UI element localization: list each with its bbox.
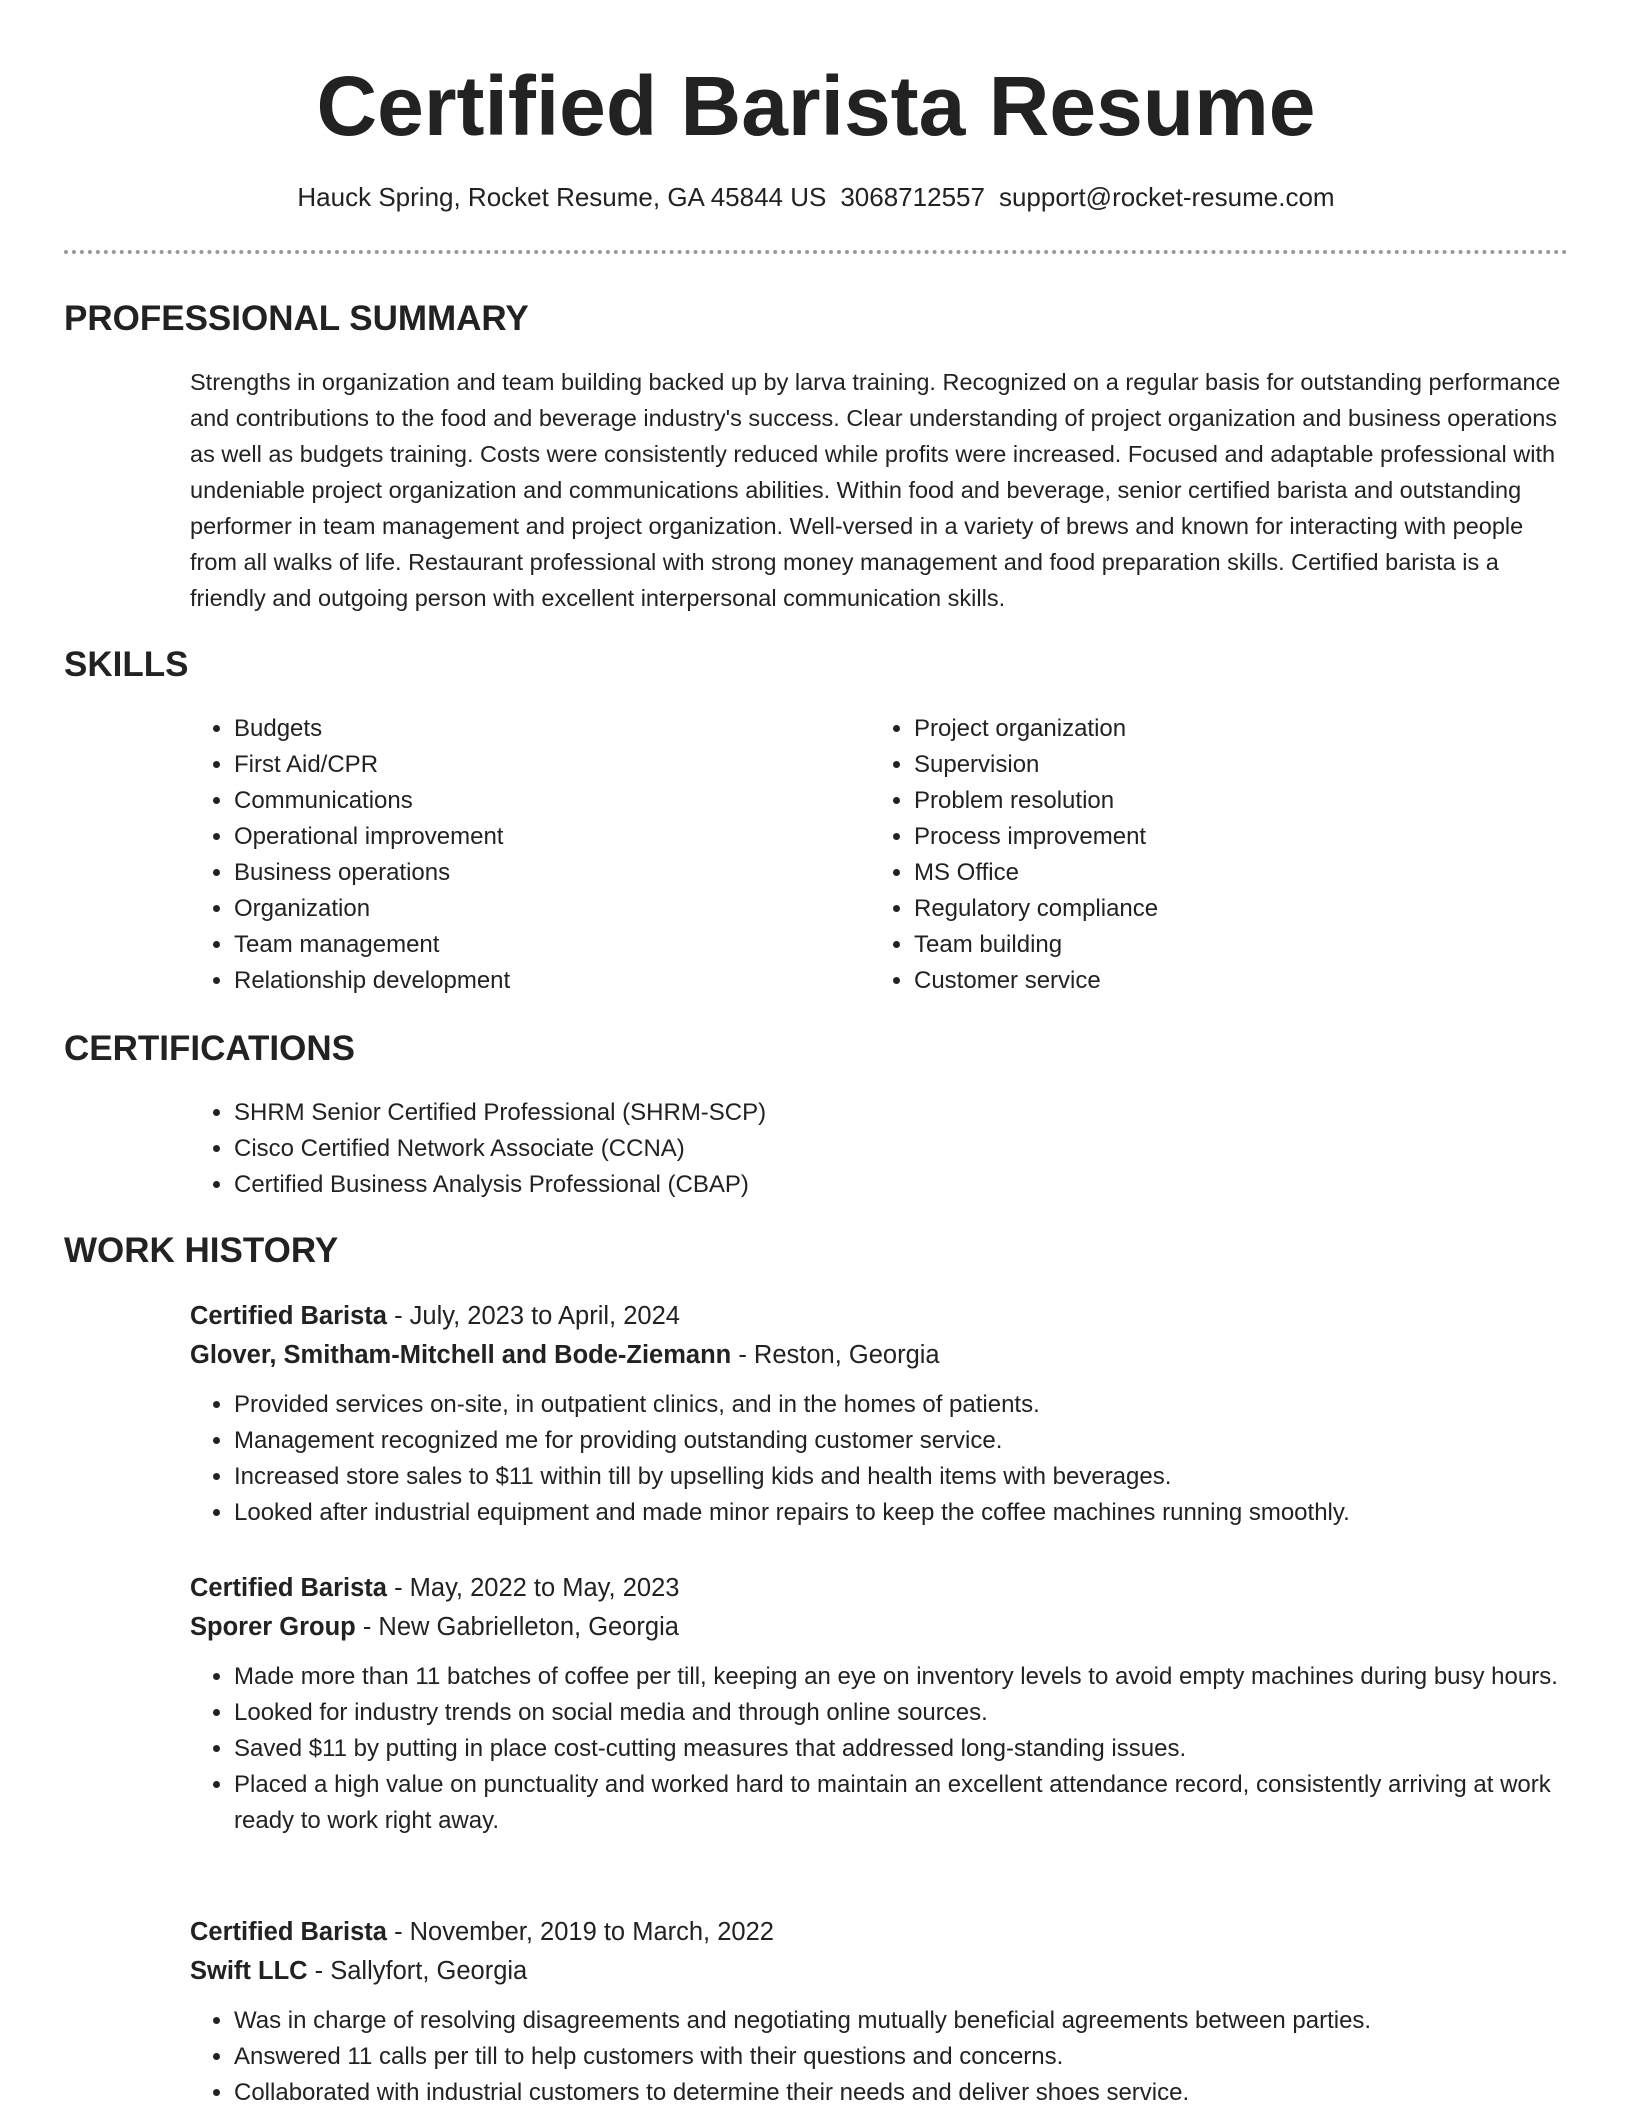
page-title: Certified Barista Resume bbox=[316, 59, 1316, 153]
skill-item: • Problem resolution bbox=[914, 783, 1490, 819]
certifications-list bbox=[190, 1095, 1568, 1203]
job-dates: - May, 2022 to May, 2023 bbox=[386, 1574, 680, 1602]
job-duty: • Saved $11 by putting in place cost-cutting measures that addressed long-standing issues. bbox=[234, 1731, 1568, 1767]
job-title: Certified Barista bbox=[190, 1302, 387, 1330]
skill-item: • Customer service bbox=[914, 963, 1490, 999]
skills-heading: SKILLS bbox=[64, 645, 189, 684]
skill-item: • Budgets bbox=[234, 711, 810, 747]
skill-item: • Project organization bbox=[914, 711, 1490, 747]
job-duty: • Management recognized me for providing outstanding customer service. bbox=[234, 1423, 1568, 1459]
skills-left-column bbox=[190, 711, 810, 999]
job-location: - New Gabrielleton, Georgia bbox=[355, 1613, 679, 1641]
job-duty: • Was in charge of resolving disagreements and negotiating mutually beneficial agreements between parties. bbox=[234, 2003, 1568, 2039]
job-duty: • Made more than 11 batches of coffee per till, keeping an eye on inventory levels to avoid empty machines during busy hours. bbox=[234, 1659, 1568, 1695]
job-entry bbox=[190, 1570, 1568, 1839]
skills-right-column bbox=[870, 711, 1490, 999]
certification-item: • SHRM Senior Certified Professional (SHRM-SCP) bbox=[234, 1095, 1568, 1131]
skill-item: • Team building bbox=[914, 927, 1490, 963]
header-divider bbox=[64, 250, 1568, 254]
job-entry bbox=[190, 1914, 1568, 2111]
certification-item: • Cisco Certified Network Associate (CCNA) bbox=[234, 1131, 1568, 1167]
skill-item: • MS Office bbox=[914, 855, 1490, 891]
job-company-line bbox=[190, 1609, 1568, 1645]
job-title: Certified Barista bbox=[190, 1574, 387, 1602]
job-location: - Sallyfort, Georgia bbox=[307, 1957, 528, 1985]
contact-address: Hauck Spring, Rocket Resume, GA 45844 US bbox=[297, 182, 827, 212]
contact-phone: 3068712557 bbox=[840, 182, 985, 212]
job-duty: • Placed a high value on punctuality and worked hard to maintain an excellent attendance record, consistently arriving at work ready to work right away. bbox=[234, 1767, 1568, 1839]
summary-heading: PROFESSIONAL SUMMARY bbox=[64, 299, 529, 338]
job-duties-list bbox=[190, 1387, 1568, 1531]
certifications-block bbox=[190, 1095, 1568, 1203]
job-title-line bbox=[190, 1914, 1568, 1950]
summary-text: Strengths in organization and team building backed up by larva training. Recognized on a regular basis for outstanding performance and contributions to the food and beverage industry's success. Clear understanding of project organization and business operations as well as budgets training. Costs were consistently reduced while profits were increased. Focused and adaptable professional with undeniable project organization and communications abilities. Within food and beverage, senior certified barista and outstanding performer in team management and project organization. Well-versed in a variety of brews and known for interacting with people from all walks of life. Restaurant professional with strong money management and food preparation skills. Certified barista is a friendly and outgoing person with excellent interpersonal communication skills. bbox=[190, 369, 1561, 611]
job-duty: • Collaborated with industrial customers to determine their needs and deliver shoes service. bbox=[234, 2075, 1568, 2111]
contact-email[interactable]: support@rocket-resume.com bbox=[998, 182, 1335, 212]
skill-item: • Organization bbox=[234, 891, 810, 927]
job-dates: - July, 2023 to April, 2024 bbox=[386, 1302, 680, 1330]
skill-item: • Supervision bbox=[914, 747, 1490, 783]
job-company: Glover, Smitham-Mitchell and Bode-Ziemann bbox=[190, 1341, 732, 1369]
job-title-line bbox=[190, 1298, 1568, 1334]
certifications-heading: CERTIFICATIONS bbox=[64, 1029, 356, 1068]
job-duty: • Looked for industry trends on social media and through online sources. bbox=[234, 1695, 1568, 1731]
contact-info bbox=[64, 180, 1568, 214]
skill-item: • Process improvement bbox=[914, 819, 1490, 855]
job-duty: • Looked after industrial equipment and made minor repairs to keep the coffee machines running smoothly. bbox=[234, 1495, 1568, 1531]
job-duties-list bbox=[190, 1659, 1568, 1839]
skill-item: • First Aid/CPR bbox=[234, 747, 810, 783]
certification-item: • Certified Business Analysis Professional (CBAP) bbox=[234, 1167, 1568, 1203]
job-company: Sporer Group bbox=[190, 1613, 356, 1641]
job-location: - Reston, Georgia bbox=[731, 1341, 940, 1369]
skill-item: • Operational improvement bbox=[234, 819, 810, 855]
job-duty: • Answered 11 calls per till to help customers with their questions and concerns. bbox=[234, 2039, 1568, 2075]
job-company-line bbox=[190, 1337, 1568, 1373]
job-entry bbox=[190, 1298, 1568, 1531]
skill-item: • Business operations bbox=[234, 855, 810, 891]
skill-item: • Team management bbox=[234, 927, 810, 963]
skill-item: • Communications bbox=[234, 783, 810, 819]
skills-left-list bbox=[190, 711, 810, 999]
summary-block bbox=[190, 364, 1568, 616]
job-duty: • Increased store sales to $11 within till by upselling kids and health items with beverages. bbox=[234, 1459, 1568, 1495]
work-history-heading: WORK HISTORY bbox=[64, 1231, 339, 1270]
job-company: Swift LLC bbox=[190, 1957, 308, 1985]
skills-right-list bbox=[870, 711, 1490, 999]
job-duty: • Provided services on-site, in outpatient clinics, and in the homes of patients. bbox=[234, 1387, 1568, 1423]
job-duties-list bbox=[190, 2003, 1568, 2111]
job-company-line bbox=[190, 1953, 1568, 1989]
job-title-line bbox=[190, 1570, 1568, 1606]
job-title: Certified Barista bbox=[190, 1918, 387, 1946]
job-dates: - November, 2019 to March, 2022 bbox=[386, 1918, 774, 1946]
resume-page bbox=[64, 0, 1568, 2106]
skill-item: • Relationship development bbox=[234, 963, 810, 999]
skill-item: • Regulatory compliance bbox=[914, 891, 1490, 927]
